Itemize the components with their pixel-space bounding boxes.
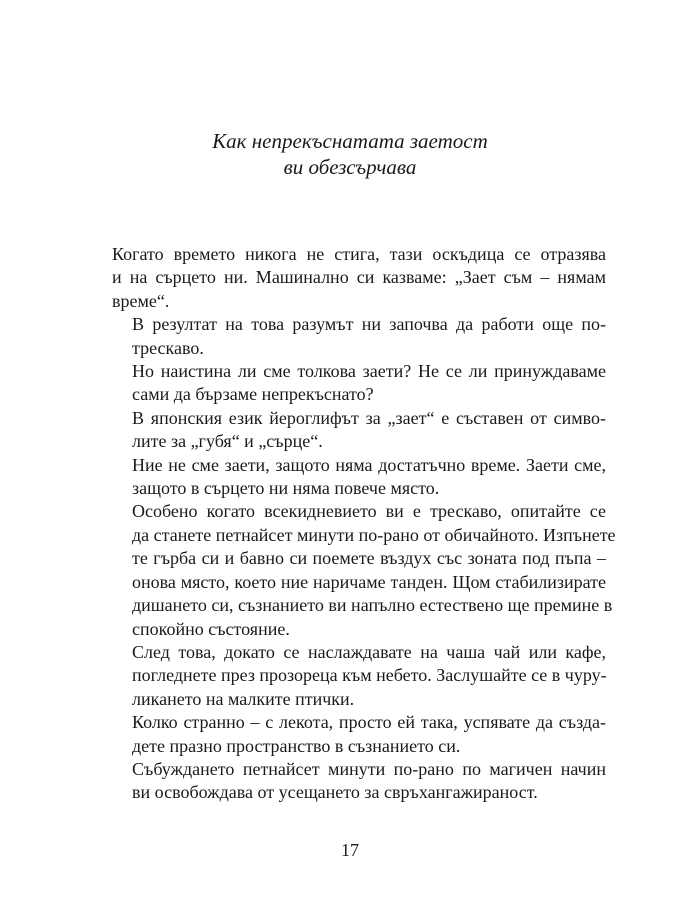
text-line: сами да бързаме непрекъснато? <box>132 384 374 405</box>
text-line: Когато времето никога не стига, тази оскъдица се отразява <box>112 244 606 264</box>
text-line: време“. <box>112 290 170 311</box>
text-line: погледнете през прозореца към небето. Заслушайте се в чуру- <box>132 665 607 686</box>
text-line: лите за „губя“ и „сърце“. <box>132 431 323 452</box>
text-line: В японския език йероглифът за „зает“ е съставен от симво- <box>132 407 606 428</box>
text-line: спокойно състояние. <box>132 618 290 639</box>
text-line: трескаво. <box>132 337 204 358</box>
paragraph <box>112 360 606 407</box>
text-line: Но наистина ли сме толкова заети? Не се ли принуждаваме <box>132 361 606 382</box>
text-line: да станете петнайсет минути по-рано от обичайното. Изпънете <box>132 524 616 545</box>
chapter-title-line-1: Как непрекъснатата заетост <box>212 129 488 153</box>
paragraph <box>112 454 606 501</box>
paragraph <box>112 758 606 805</box>
paragraph <box>112 243 606 313</box>
text-line: В резултат на това разумът ни започва да работи още по- <box>132 314 606 335</box>
paragraph <box>112 641 606 711</box>
text-line: онова място, което ние наричаме танден. Щом стабилизирате <box>132 571 606 592</box>
chapter-title <box>0 128 700 180</box>
text-line: Ние не сме заети, защото няма достатъчно време. Заети сме, <box>132 454 606 475</box>
text-line: дишането си, съзнанието ви напълно естествено ще премине в <box>132 595 613 616</box>
text-line: Особено когато всекидневието ви е трескаво, опитайте се <box>132 501 606 522</box>
text-line: дете празно пространство в съзнанието си. <box>132 735 461 756</box>
text-line: След това, докато се наслаждавате на чаша чай или кафе, <box>132 641 606 662</box>
chapter-title-line-2: ви обезсърчава <box>283 155 417 179</box>
text-line: и на сърцето ни. Машинално си казваме: „Зает съм – нямам <box>112 267 606 288</box>
paragraph <box>112 711 606 758</box>
text-line: ви освобождава от усещането за свръхангажираност. <box>132 782 538 803</box>
paragraph <box>112 407 606 454</box>
text-line: те гърба си и бавно си поемете въздух със зоната под пъпа – <box>132 548 606 569</box>
paragraph <box>112 500 616 640</box>
paragraph <box>112 313 606 360</box>
text-line: Събуждането петнайсет минути по-рано по магичен начин <box>132 758 606 779</box>
page-number: 17 <box>341 840 359 860</box>
text-line: Колко странно – с лекота, просто ей така, успявате да създа- <box>132 712 606 733</box>
body-text <box>112 243 616 805</box>
text-line: ликането на малките птички. <box>132 688 355 709</box>
text-line: защото в сърцето ни няма повече място. <box>132 478 440 499</box>
